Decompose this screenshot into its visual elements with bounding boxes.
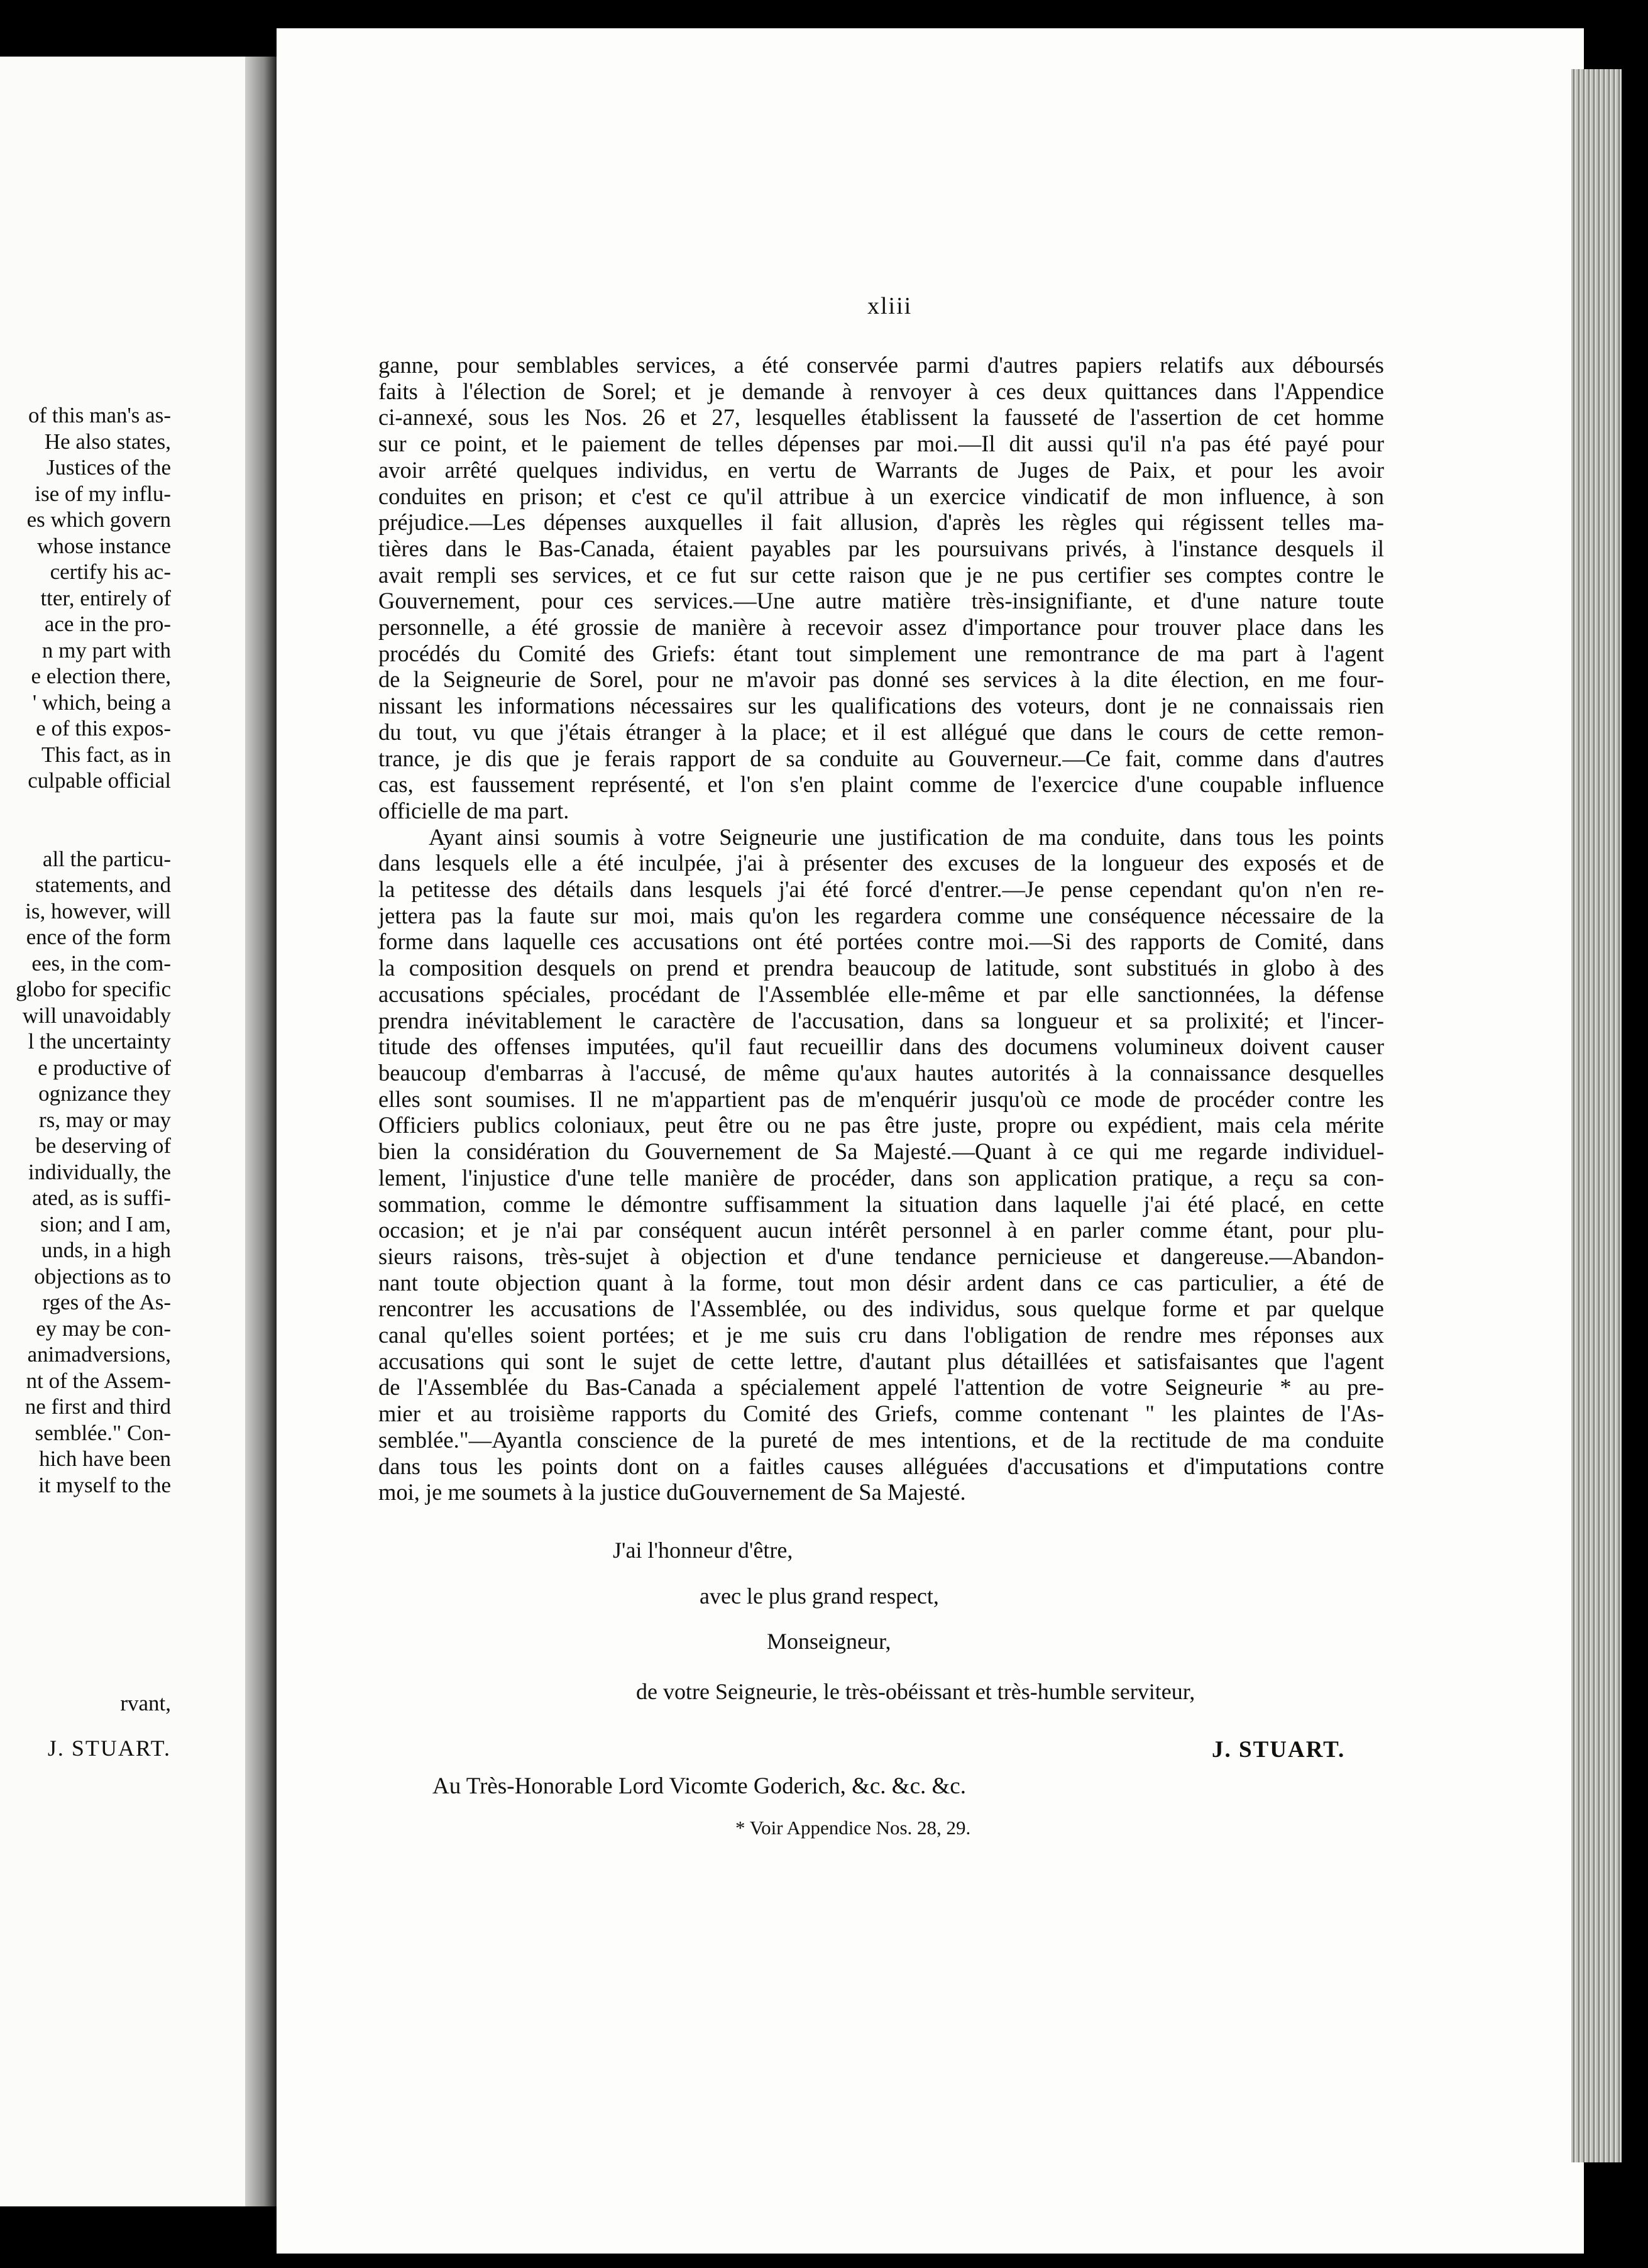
text-line: dans tous les points dont on a faitles causes alléguées d'accusations et d'imputations contre [378,1453,1384,1479]
left-line: ated, as is suffi- [32,1186,171,1210]
text-line: sur ce point, et le paiement de telles dépenses par moi.—Il dit aussi qu'il n'a pas été payé pour [378,431,1384,457]
closing-line-4: de votre Seigneurie, le très-obéissant et très-humble serviteur, [636,1679,1195,1704]
text-line: nissant les informations nécessaires sur les qualifications des voteurs, dont je ne connaissais rien [378,693,1384,719]
text-line: Gouvernement, pour ces services.—Une autre matière très-insignifiante, et d'une nature toute [378,588,1384,614]
left-line: unds, in a high [41,1238,171,1262]
text-line: nant toute objection quant à la forme, tout mon désir ardent dans ce cas particulier, a été de [378,1269,1384,1296]
left-line: ace in the pro- [44,612,171,636]
text-line: trance, je dis que je ferais rapport de sa conduite au Gouverneur.—Ce fait, comme dans d'autres [378,745,1384,771]
left-line: Justices of the [46,455,171,480]
text-line: rencontrer les accusations de l'Assemblée, ou des individus, sous quelque forme et par quelque [378,1296,1384,1322]
text-line: cas, est faussement représenté, et l'on s'en plaint comme de l'exercice d'une coupable influence [378,771,1384,798]
footnote: * Voir Appendice Nos. 28, 29. [735,1817,971,1839]
text-line: beaucoup d'embarras à l'accusé, de même qu'aux hautes autorités à la connaissance desquelles [378,1059,1384,1086]
left-closing-fragment: rvant, [120,1691,171,1715]
text-line: avait rempli ses services, et ce fut sur cette raison que je ne pus certifier ses comptes contre le [378,561,1384,588]
left-page-text [0,402,171,1498]
letter-body [378,352,1384,1506]
text-line: du tout, vu que j'étais étranger à la place; et il est allégué que dans le cours de cette remon- [378,718,1384,745]
text-line: sieurs raisons, très-sujet à objection et d'une tendance pernicieuse et dangereuse.—Abandon- [378,1243,1384,1269]
text-line: la composition desquels on prend et prendra beaucoup de latitude, sont substitués in globo à des [378,955,1384,981]
text-line: lement, l'injustice d'une telle manière de procéder, dans son application pratique, a reçu sa con- [378,1164,1384,1191]
left-line: ise of my influ- [35,481,171,506]
left-line: ey may be con- [36,1316,171,1341]
text-line: personnelle, a été grossie de manière à recevoir assez d'importance pour trouver place dans les [378,614,1384,641]
text-line: accusations spéciales, procédant de l'Assemblée elle-même et par elle sanctionnées, la défense [378,981,1384,1007]
left-line: e of this expos- [36,716,171,740]
left-line: certify his ac- [50,559,171,584]
text-line: titude des offenses imputées, qu'il faut recueillir dans des documens volumineux doivent causer [378,1033,1384,1060]
text-line: officielle de ma part. [378,797,569,823]
text-line: forme dans laquelle ces accusations ont été portées contre moi.—Si des rapports de Comité, dans [378,928,1384,955]
left-line: e election there, [31,664,171,688]
left-signature: J. STUART. [47,1736,171,1761]
left-line: nt of the Assem- [26,1368,171,1393]
text-line: faits à l'élection de Sorel; et je demande à renvoyer à ces deux quittances dans l'Appendice [378,378,1384,404]
text-line: ci-annexé, sous les Nos. 26 et 27, lesquelles établissent la fausseté de l'assertion de cet homme [378,404,1384,431]
text-line: prendra inévitablement le caractère de l'accusation, dans sa longueur et sa prolixité; et l'incer- [378,1007,1384,1033]
left-line: He also states, [44,429,171,454]
left-line: ' which, being a [32,690,171,715]
addressee: Au Très-Honorable Lord Vicomte Goderich, &c. &c. &c. [432,1773,966,1799]
text-line: ganne, pour semblables services, a été conservée parmi d'autres papiers relatifs aux déboursés [378,352,1384,378]
left-line: all the particu- [42,846,171,871]
page-edge [1571,69,1622,2162]
text-line: mier et au troisième rapports du Comité des Griefs, comme contenant " les plaintes de l'As- [378,1401,1384,1427]
text-line: conduites en prison; et c'est ce qu'il attribue à un exercice vindicatif de mon influence, à son [378,483,1384,509]
text-line: bien la considération du Gouvernement de Sa Majesté.—Quant à ce qui me regarde individuel- [378,1138,1384,1165]
left-line: tter, entirely of [40,585,171,610]
closing-line-1: J'ai l'honneur d'être, [613,1538,793,1563]
page-number: xliii [867,293,913,319]
left-line: ees, in the com- [31,950,171,976]
text-line: préjudice.—Les dépenses auxquelles il fait allusion, d'après les règles qui régissent telles ma- [378,509,1384,536]
text-line: occasion; et je n'ai par conséquent aucun intérêt personnel à en parler comme étant, pour plu- [378,1217,1384,1243]
left-line: l the uncertainty [28,1029,171,1054]
text-line: tières dans le Bas-Canada, étaient payables par les poursuivans privés, à l'instance desquels il [378,535,1384,561]
left-line: culpable official [28,768,171,793]
left-line: es which govern [26,507,171,532]
left-line: globo for specific [16,977,171,1001]
left-line: ognizance they [38,1081,171,1106]
text-line: de l'Assemblée du Bas-Canada a spécialement appelé l'attention de votre Seigneurie * au pre- [378,1374,1384,1401]
left-line: hich have been [39,1446,171,1471]
left-line: rs, may or may [39,1107,171,1132]
closing-line-2: avec le plus grand respect, [700,1583,939,1609]
left-line: semblée." Con- [35,1420,171,1445]
text-line: procédés du Comité des Griefs: étant tout simplement une remontrance de ma part à l'agent [378,640,1384,666]
text-line: de la Seigneurie de Sorel, pour ne m'avoir pas donné ses services à la dite élection, en me four- [378,666,1384,693]
left-line: animadversions, [27,1342,171,1367]
text-line: sommation, comme le démontre suffisamment la situation dans laquelle j'ai été placé, en cette [378,1191,1384,1217]
left-line: will unavoidably [22,1003,171,1028]
book-gutter [245,57,277,2206]
text-line: Ayant ainsi soumis à votre Seigneurie une justification de ma conduite, dans tous les points [429,823,1384,850]
text-line: Officiers publics coloniaux, peut être ou ne pas être juste, propre ou expédient, mais cela mérite [378,1112,1384,1138]
text-line: canal qu'elles soient portées; et je me suis cru dans l'obligation de rendre mes réponses aux [378,1322,1384,1348]
left-line: individually, the [28,1159,171,1184]
left-line: n my part with [41,637,171,663]
left-line: whose instance [37,533,171,558]
left-line: ne first and third [25,1394,171,1419]
left-line: e productive of [38,1055,171,1080]
text-line: accusations qui sont le sujet de cette lettre, d'autant plus détaillées et satisfaisantes que l'agent [378,1348,1384,1374]
left-line: it myself to the [38,1472,171,1497]
text-line: elles sont soumises. Il ne m'appartient pas de m'enquérir jusqu'où ce mode de procéder contre les [378,1086,1384,1112]
left-line: be deserving of [35,1133,171,1158]
signature: J. STUART. [1212,1737,1346,1763]
text-line: jettera pas la faute sur moi, mais qu'on les regardera comme une conséquence nécessaire de la [378,902,1384,928]
text-line: avoir arrêté quelques individus, en vertu de Warrants de Juges de Paix, et pour les avoir [378,456,1384,483]
text-line: dans lesquels elle a été inculpée, j'ai à présenter des excuses de la longueur des exposés et de [378,850,1384,876]
text-line: semblée."—Ayantla conscience de la pureté de mes intentions, et de la rectitude de ma conduite [378,1426,1384,1453]
left-line: ence of the form [26,925,171,949]
left-line: sion; and I am, [40,1211,171,1236]
left-line: This fact, as in [41,742,171,767]
left-line: rges of the As- [42,1290,171,1314]
closing-line-3: Monseigneur, [767,1629,891,1654]
text-line: la petitesse des détails dans lesquels j'ai été forcé d'entrer.—Je pense cependant qu'on n'en re- [378,876,1384,903]
left-line: objections as to [34,1263,171,1289]
left-line: statements, and [35,873,171,897]
left-line: of this man's as- [28,403,171,427]
left-facing-page [0,57,245,2206]
left-line: is, however, will [25,898,171,923]
text-line: moi, je me soumets à la justice duGouvernement de Sa Majesté. [378,1479,966,1506]
